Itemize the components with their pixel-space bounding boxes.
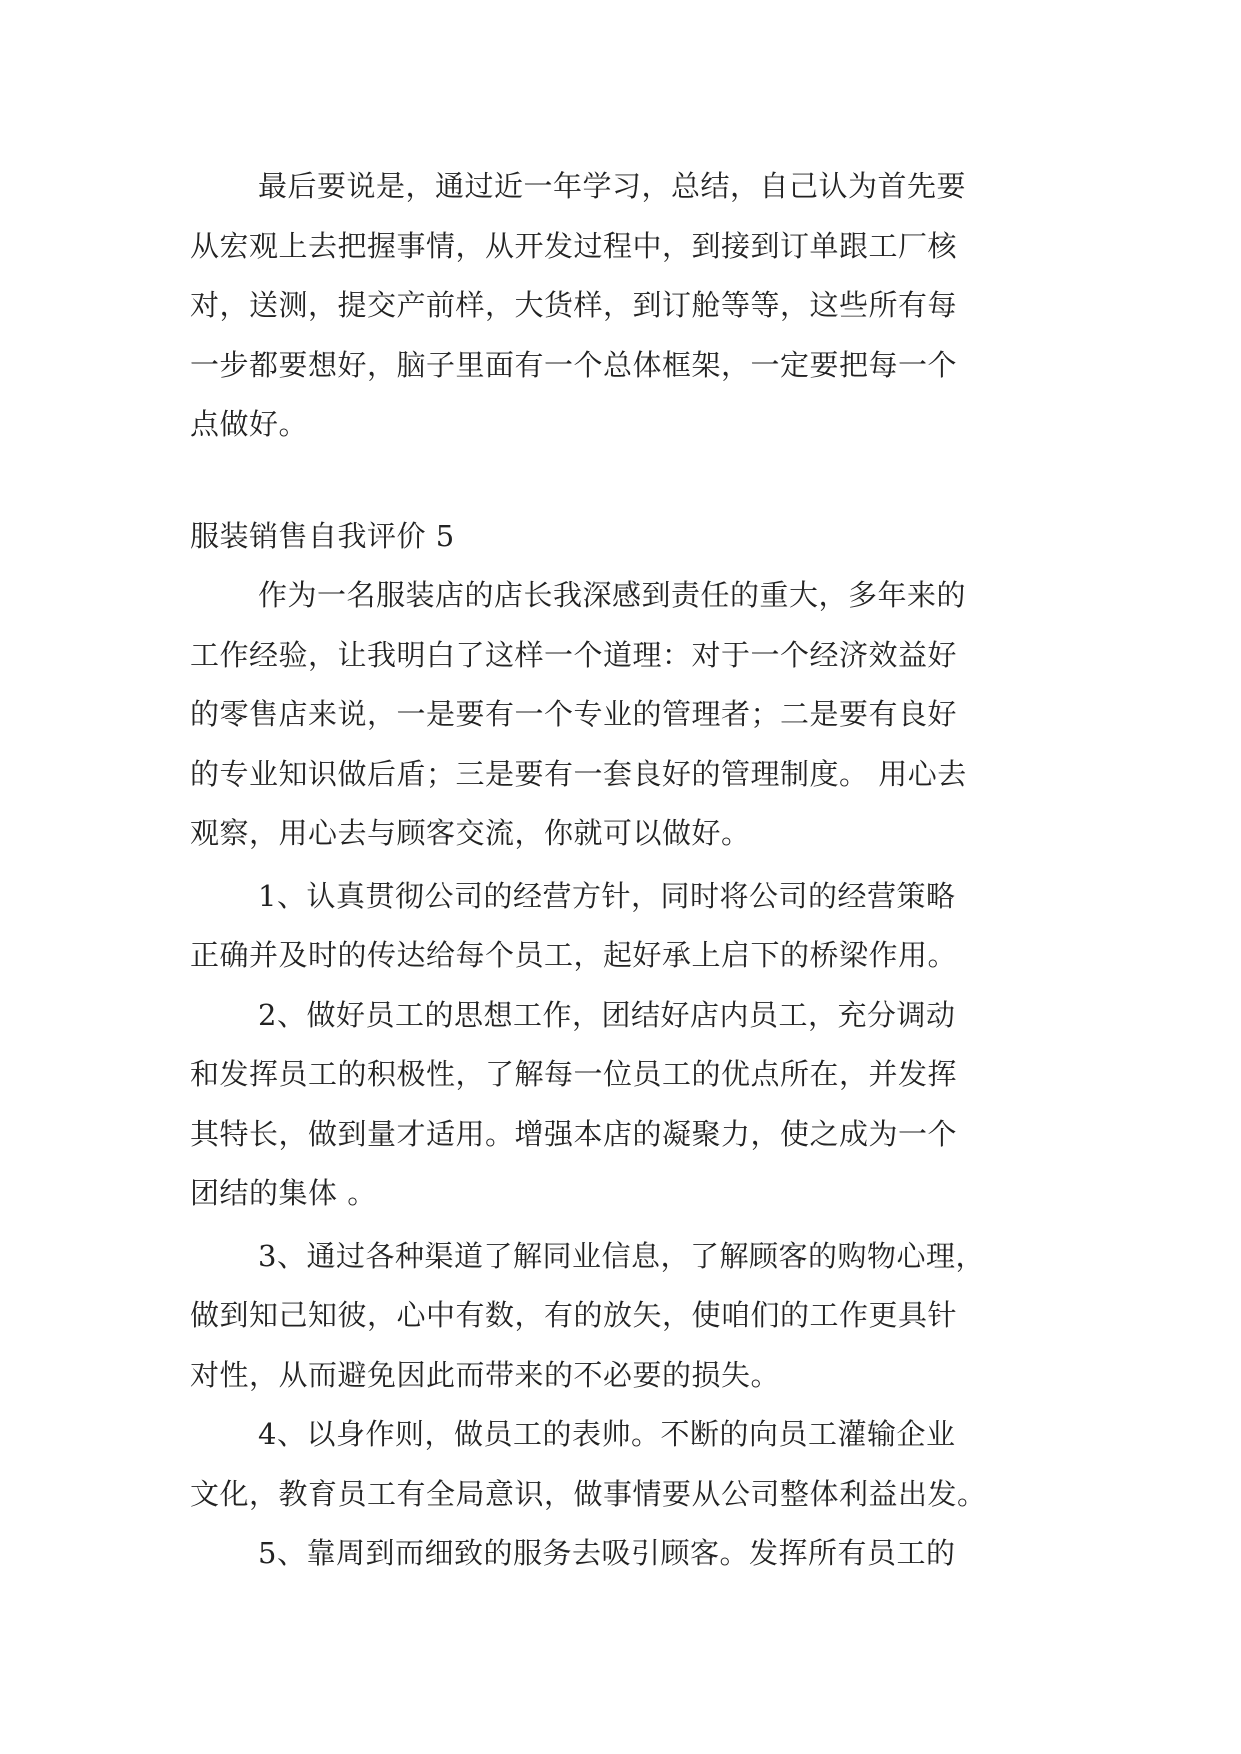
list-item-line: 团结的集体 。 [190,1176,377,1210]
list-item-line: 4、以身作则，做员工的表帅。不断的向员工灌输企业 [258,1417,956,1451]
list-item-line: 5、靠周到而细致的服务去吸引顾客。发挥所有员工的 [258,1536,956,1570]
paragraph-line: 观察，用心去与顾客交流，你就可以做好。 [190,816,751,850]
list-item-line: 对性，从而避免因此而带来的不必要的损失。 [190,1358,781,1392]
paragraph-line: 最后要说是，通过近一年学习，总结，自己认为首先要 [258,169,967,203]
paragraph-line: 对，送测，提交产前样，大货样，到订舱等等，这些所有每 [190,288,958,322]
paragraph-line: 从宏观上去把握事情，从开发过程中，到接到订单跟工厂核 [190,229,958,263]
paragraph-line: 的专业知识做后盾；三是要有一套良好的管理制度。 用心去 [190,757,967,791]
list-item-line: 3、通过各种渠道了解同业信息，了解顾客的购物心理， [258,1239,985,1273]
paragraph-line: 的零售店来说，一是要有一个专业的管理者；二是要有良好 [190,697,958,731]
list-item-line: 其特长，做到量才适用。增强本店的凝聚力，使之成为一个 [190,1117,958,1151]
list-item-line: 做到知己知彼，心中有数，有的放矢，使咱们的工作更具针 [190,1298,958,1332]
list-item-line: 正确并及时的传达给每个员工，起好承上启下的桥梁作用。 [190,938,958,972]
list-item-line: 文化，教育员工有全局意识，做事情要从公司整体利益出发。 [190,1477,987,1511]
paragraph-line: 工作经验，让我明白了这样一个道理：对于一个经济效益好 [190,638,958,672]
list-item-line: 和发挥员工的积极性，了解每一位员工的优点所在，并发挥 [190,1057,958,1091]
list-item-line: 2、做好员工的思想工作，团结好店内员工，充分调动 [258,998,956,1032]
paragraph-line: 一步都要想好，脑子里面有一个总体框架，一定要把每一个 [190,348,958,382]
section-title: 服装销售自我评价 5 [190,519,455,553]
list-item-line: 1、认真贯彻公司的经营方针，同时将公司的经营策略 [258,879,956,913]
paragraph-line: 点做好。 [190,407,309,441]
paragraph-line: 作为一名服装店的店长我深感到责任的重大，多年来的 [258,578,967,612]
